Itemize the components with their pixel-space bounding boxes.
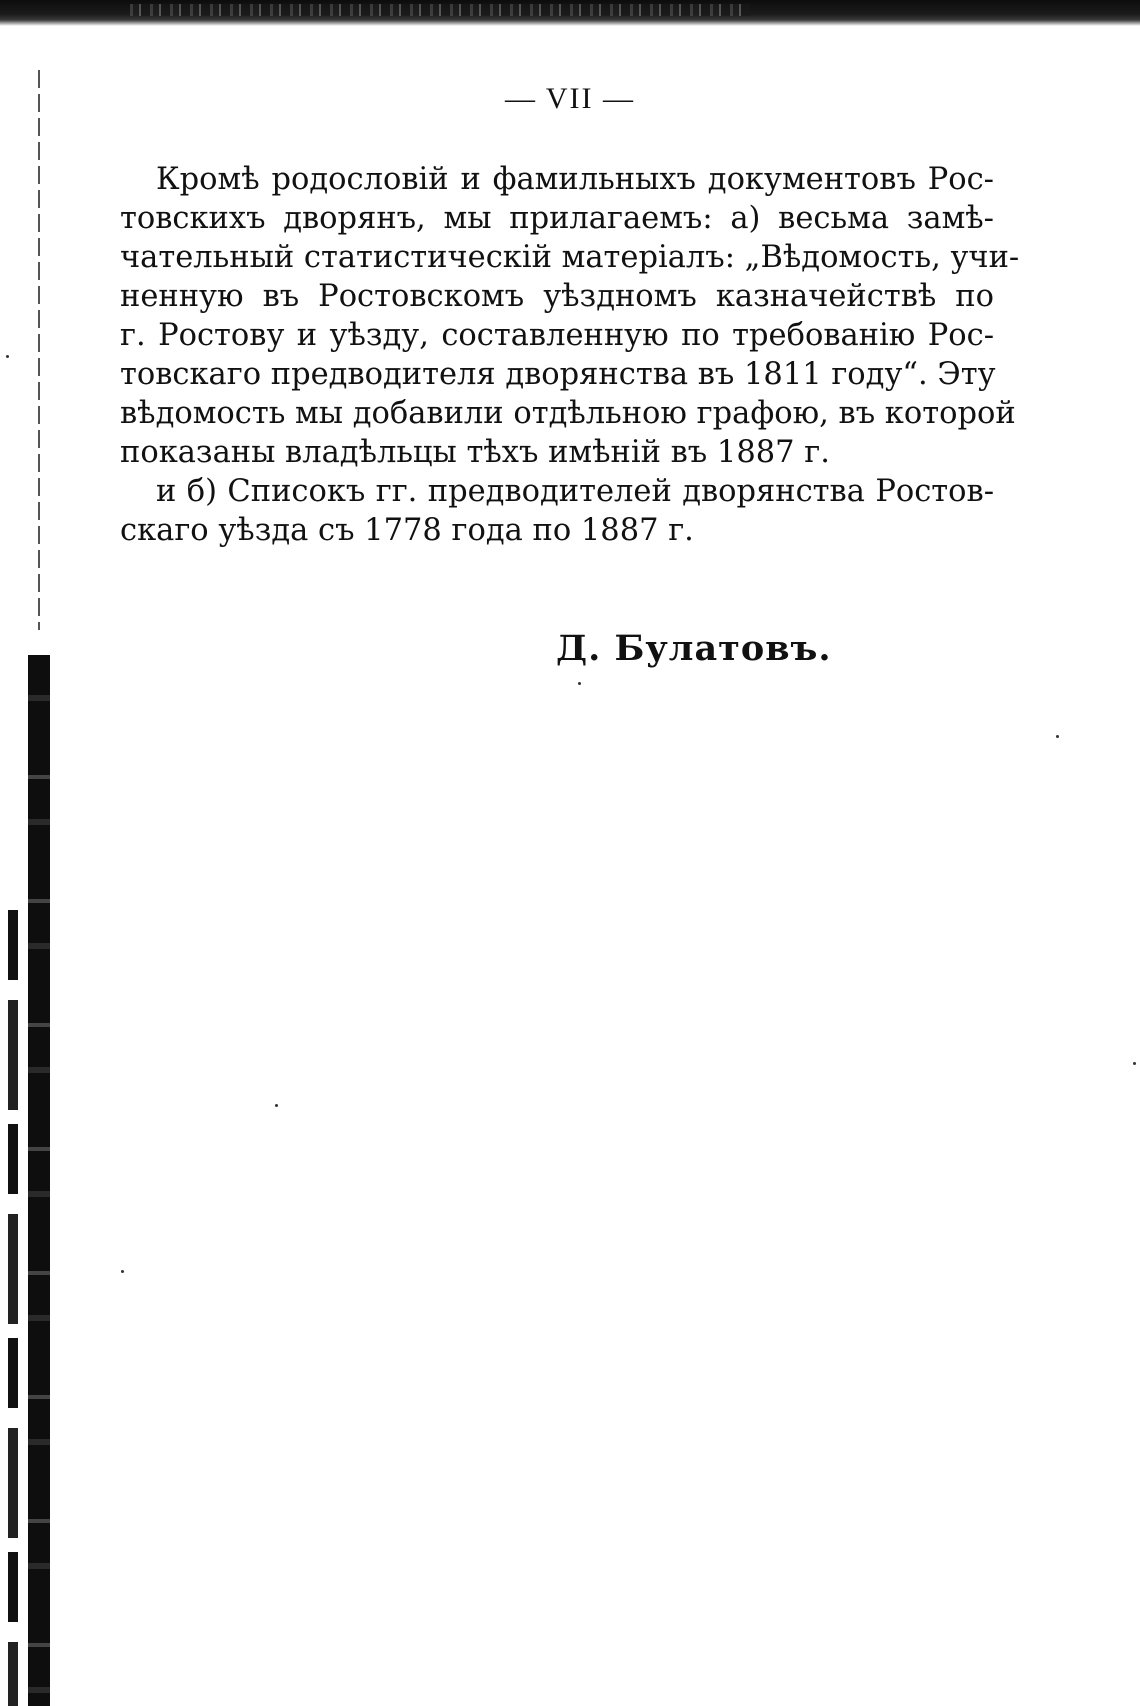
- text-line: вѣдомость мы добавили отдѣльною графою, въ которой: [120, 396, 1016, 431]
- scan-speck: [6, 355, 9, 358]
- scan-speck: [578, 682, 581, 685]
- text-line: ненную въ Ростовскомъ уѣздномъ казначействѣ по: [120, 279, 994, 314]
- scan-speck: [121, 1270, 124, 1273]
- text-line: и б) Списокъ гг. предводителей дворянства Ростов-: [156, 474, 994, 509]
- text-line: скаго уѣзда съ 1778 года по 1887 г.: [120, 513, 694, 548]
- scan-speck: [1133, 1062, 1136, 1065]
- author-signature: Д. Булатовъ.: [556, 628, 832, 669]
- scan-left-rule: [38, 70, 40, 630]
- scan-left-band: [28, 655, 50, 1706]
- text-line: г. Ростову и уѣзду, составленную по требованію Рос-: [120, 318, 994, 353]
- text-line: чательный статистическій матеріалъ: „Вѣдомость, учи-: [120, 240, 1020, 275]
- text-line: товскихъ дворянъ, мы прилагаемъ: а) весьма замѣ-: [120, 201, 994, 236]
- scan-speck: [1056, 735, 1059, 738]
- text-line: Кромѣ родословій и фамильныхъ документовъ Рос-: [156, 162, 994, 197]
- page-number: — VII —: [504, 82, 636, 115]
- scan-left-edge: [0, 30, 52, 1676]
- text-line: товскаго предводителя дворянства въ 1811 году“. Эту: [120, 357, 996, 392]
- text-line: показаны владѣльцы тѣхъ имѣній въ 1887 г.: [120, 435, 830, 470]
- body-text: [120, 160, 1020, 550]
- scan-speck: [275, 1104, 278, 1107]
- scan-top-noise: [130, 4, 750, 16]
- scan-left-band-secondary: [8, 910, 18, 1706]
